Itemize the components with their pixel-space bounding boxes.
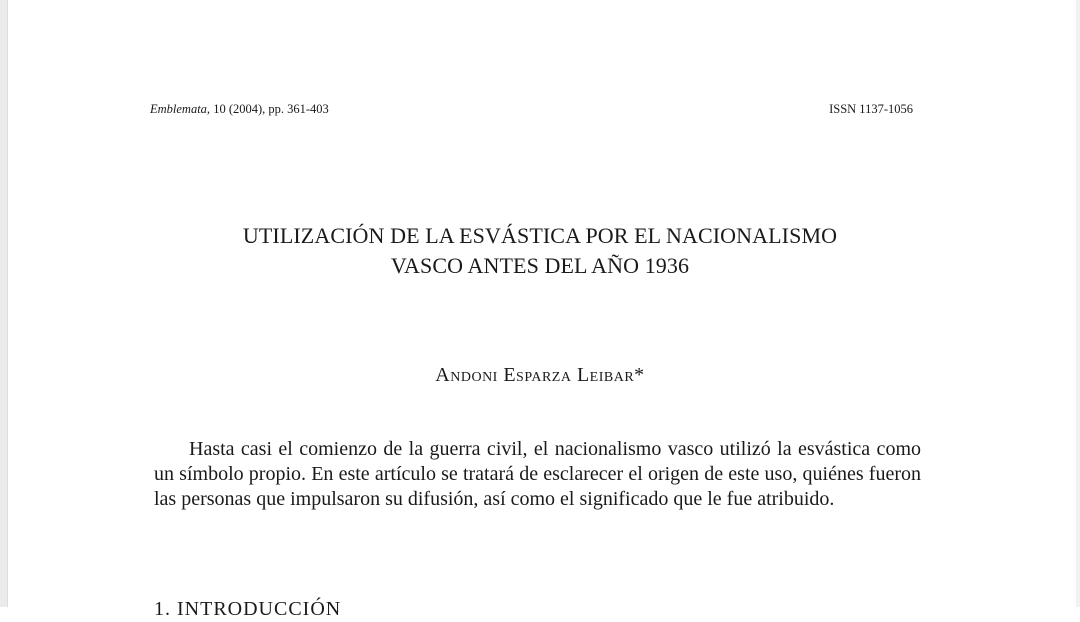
abstract-paragraph: Hasta casi el comienzo de la guerra civil, el nacionalismo vasco utilizó la esvástica como un símbolo propio. En este artículo se tratará de esclarecer el origen de este uso, quiénes fueron las personas que impulsaron su difusión, así como el significado que le fue atribuido.	[154, 438, 921, 510]
article-title-line-1: UTILIZACIÓN DE LA ESVÁSTICA POR EL NACIONALISMO	[242, 223, 838, 248]
citation-details: 10 (2004), pp. 361-403	[210, 102, 329, 116]
page-right-edge	[1076, 0, 1080, 607]
article-title-line-2: VASCO ANTES DEL AÑO 1936	[390, 253, 690, 278]
page-left-edge	[0, 0, 8, 607]
document-page	[8, 0, 1076, 620]
article-title	[150, 221, 930, 281]
issn: ISSN 1137-1056	[829, 102, 913, 116]
author-name: Andoni Esparza Leibar*	[435, 364, 645, 386]
section-heading: 1. INTRODUCCIÓN	[154, 598, 342, 620]
journal-name: Emblemata,	[150, 102, 211, 116]
journal-citation	[150, 101, 329, 117]
